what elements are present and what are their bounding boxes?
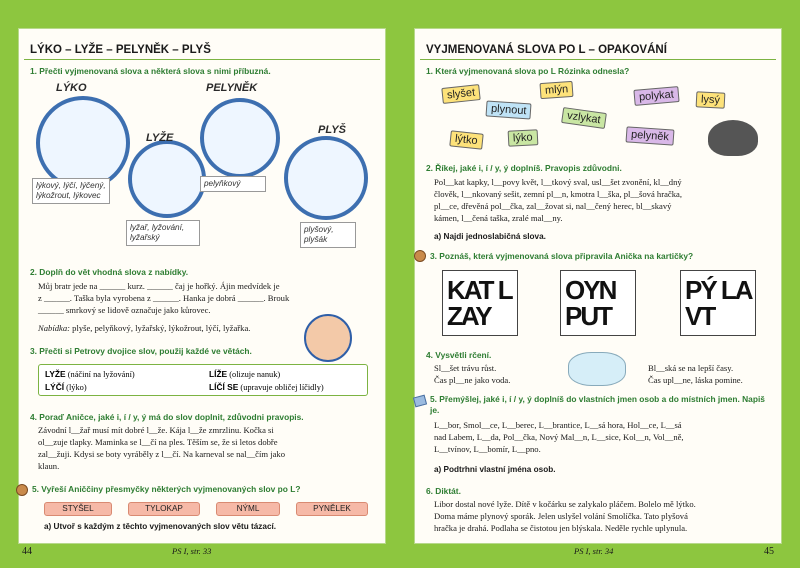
text-line: zal__žuji. Kdysi se boty vyráběly z l__čí. Na karneval se nal__čím jako	[38, 449, 285, 459]
letter-card	[680, 270, 756, 336]
right-ex6-text	[434, 498, 776, 534]
text-line: z ______. Taška byla vyrobena z ______. Hanka je dobrá ______. Brouk	[38, 293, 290, 303]
offer-label: Nabídka:	[38, 323, 70, 333]
magnifier-pelynek	[200, 98, 280, 178]
text-line: Závodní l__žař musí mít dobré l__že. Kája l__že zmrzlinu. Kočka si	[38, 425, 274, 435]
word-card: vzlykat	[561, 107, 606, 129]
pair-note: (lýko)	[66, 383, 87, 392]
right-ex5-heading: 5. Přemýšlej, jaké i, í / y, ý doplníš do vlastních jmen osob a do místních jmen. Napiš je.	[430, 394, 765, 415]
offer-text: plyše, pelyňkový, lyžařský, lýkožrout, lýčí, lyžařka.	[72, 323, 251, 333]
pair-note: (náčiní na lyžování)	[67, 370, 135, 379]
workbook-ref: PS I, str. 33	[172, 546, 212, 556]
cat-illustration	[708, 120, 758, 156]
left-ex5-heading: 5. Vyřeší Aniččiny přesmyčky některých vyjmenovaných slov po L?	[32, 484, 301, 494]
text-line: Libor dostal nové lyže. Dítě v kočárku se zalykalo pláčem. Bolelo mě lýtko.	[434, 499, 696, 509]
anagram-card: NÝML	[216, 502, 280, 516]
left-ex3-heading: 3. Přečti si Petrovy dvojice slov, použij každé ve větách.	[30, 346, 252, 356]
right-ex1-heading: 1. Která vyjmenovaná slova po L Rózinka odnesla?	[426, 66, 630, 76]
left-ex4-heading: 4. Poraď Aničce, jaké i, í / y, ý má do slov doplnit, zdůvodni pravopis.	[30, 412, 304, 422]
word-pairs-table	[38, 364, 368, 396]
right-ex2-text	[434, 176, 770, 224]
magnifier-derived: pelyňkový	[200, 176, 266, 192]
word-card: polykat	[633, 86, 679, 106]
word-card: lýtko	[449, 130, 483, 149]
right-page	[400, 0, 800, 568]
text-line: L__tvínov, L__bomír, L__pno.	[434, 444, 541, 454]
magnifier-derived: lyžař, lyžování, lyžařský	[126, 220, 200, 246]
right-ex2-sub: a) Najdi jednoslabičná slova.	[434, 232, 546, 241]
left-ex2-heading: 2. Doplň do vět vhodná slova z nabídky.	[30, 267, 189, 277]
magnifier-lyze	[128, 140, 206, 218]
word-card: pelyněk	[626, 126, 675, 145]
text-line: pl__ce, dřevěná pol__čka, zal__žovat si, nal__čený herec, bl__skavý	[434, 201, 672, 211]
text-line: ol__zuje tlapky. Maminka se l__čí na ples. Těším se, že si letos dobře	[38, 437, 278, 447]
table-row	[39, 381, 367, 394]
text-line: hračka je drahá. Podlaha se čistotou jen blýskala. Neděle rychle uplynula.	[434, 523, 688, 533]
magnifier-derived: lýkový, lýčí, lýčený, lýkožrout, lýkovec	[32, 178, 110, 204]
text-line: Doma máme plynový sporák. Jelen uslyšel volání Smolíčka. Tato plyšová	[434, 511, 688, 521]
right-ex6-heading: 6. Diktát.	[426, 486, 461, 496]
pair-note: (upravuje obličej líčidly)	[240, 383, 324, 392]
word-card: plynout	[485, 100, 531, 119]
magnifier-word: PELYNĚK	[206, 82, 258, 94]
left-ex1-heading: 1. Přečti vyjmenovaná slova a některá slova s nimi příbuzná.	[30, 66, 271, 76]
bear-icon	[414, 250, 426, 262]
text-line: Čas pl__ne jako voda.	[434, 375, 511, 385]
text-line: klaun.	[38, 461, 60, 471]
pair-note: (olizuje nanuk)	[229, 370, 281, 379]
text-line: Bl__ská se na lepší časy.	[648, 363, 734, 373]
right-ex2-heading: 2. Říkej, jaké i, í / y, ý doplníš. Pravopis zdůvodni.	[426, 163, 622, 173]
letter-card-text: PÝ LAVT	[685, 275, 752, 331]
letter-card-text: OYN PUT	[565, 275, 616, 331]
right-ex4-left	[434, 362, 564, 386]
right-ex5-text	[434, 419, 772, 455]
pair-word: LYŽE	[45, 369, 66, 379]
text-line: L__bor, Smol__ce, L__berec, L__brantice, L__sá hora, Hol__ce, L__sá	[434, 420, 682, 430]
word-card: lýko	[508, 129, 538, 147]
pair-word: LÍŽE	[209, 369, 228, 379]
magnifier-word: LYŽE	[146, 132, 174, 144]
right-ex4-right	[648, 362, 778, 386]
letter-card-text: KAT LZAY	[447, 275, 512, 331]
word-card: lysý	[696, 91, 726, 108]
text-line: Čas upl__ne, láska pomine.	[648, 375, 743, 385]
table-row	[39, 368, 367, 381]
page-number: 44	[22, 546, 32, 557]
anagram-card: PYNĚLEK	[296, 502, 368, 516]
word-card: mlýn	[539, 81, 573, 99]
page-number: 45	[764, 546, 774, 557]
text-line: kámen, l__čená taška, zralé mal__ny.	[434, 213, 563, 223]
letter-card	[442, 270, 518, 336]
right-title: VYJMENOVANÁ SLOVA PO L – OPAKOVÁNÍ	[420, 40, 776, 60]
workbook-ref: PS I, str. 34	[574, 546, 614, 556]
magnifier-plys	[284, 136, 368, 220]
left-ex4-text	[38, 424, 370, 472]
pair-word: LÍČÍ SE	[209, 382, 239, 392]
text-line: člověk, l__nkovaný sešit, zemní pl__n, kmotra l__ška, pl__šová hračka,	[434, 189, 682, 199]
right-ex5-sub: a) Podtrhni vlastní jména osob.	[434, 465, 556, 474]
text-line: Můj bratr jede na ______ kurz. ______ čaj je hořký. Ájin medvídek je	[38, 281, 280, 291]
magnifier-word: PLYŠ	[318, 124, 346, 136]
left-title: LÝKO – LYŽE – PELYNĚK – PLYŠ	[24, 40, 380, 60]
letter-card	[560, 270, 636, 336]
text-line: ______ smrkový se lidově označuje jako kůrovec.	[38, 305, 211, 315]
bear-icon	[16, 484, 28, 496]
text-line: Pol__kat kapky, l__povy květ, l__tkový sval, usl__šet zvonění, kl__dný	[434, 177, 682, 187]
magnifier-derived: plyšový, plyšák	[300, 222, 356, 248]
left-ex5-sub: a) Utvoř s každým z těchto vyjmenovaných slov větu tázací.	[44, 522, 277, 531]
anagram-card: STYŠEL	[44, 502, 112, 516]
word-card: slyšet	[441, 84, 481, 104]
magnifier-word: LÝKO	[56, 82, 87, 94]
anagram-card: TYLOKAP	[128, 502, 200, 516]
hourglass-illustration	[568, 352, 626, 386]
pair-word: LÝČÍ	[45, 382, 65, 392]
right-ex3-heading: 3. Poznáš, která vyjmenovaná slova připravila Anička na kartičky?	[430, 251, 694, 261]
right-ex4-heading: 4. Vysvětli rčení.	[426, 350, 492, 360]
text-line: Sl__šet trávu růst.	[434, 363, 497, 373]
magnifier-lyko	[36, 96, 130, 190]
text-line: nad Labem, L__da, Pol__čka, Nový Mal__n, L__sice, Kol__n, Vol__ně,	[434, 432, 684, 442]
